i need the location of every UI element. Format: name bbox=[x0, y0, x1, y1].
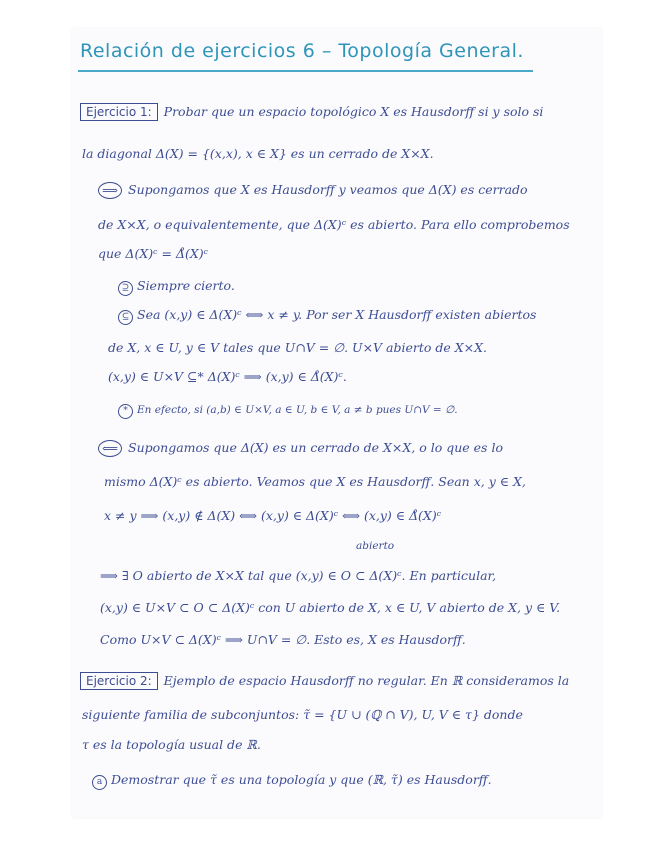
exercise-2-item-a-line bbox=[92, 772, 492, 790]
forward-text-1: Supongamos que X es Hausdorff y veamos que Δ(X) es cerrado bbox=[128, 182, 528, 197]
forward-line-1 bbox=[98, 182, 528, 199]
forward-implication-icon: ⟹ bbox=[98, 182, 122, 199]
exercise-2-statement-2: siguiente familia de subconjuntos: τ̃ = {U ∪ (ℚ ∩ V), U, V ∈ τ} donde bbox=[82, 707, 523, 722]
subset-text-2: de X, x ∈ U, y ∈ V tales que U∩V = ∅. U×V abierto de X×X. bbox=[108, 340, 488, 355]
backward-text-3: x ≠ y ⟹ (x,y) ∉ Δ(X) ⟺ (x,y) ∈ Δ(X)ᶜ ⟺ (x,y) ∈ Δ̊(X)ᶜ bbox=[104, 508, 442, 523]
backward-note: abierto bbox=[356, 540, 395, 552]
exercise-2-statement-1: Ejemplo de espacio Hausdorff no regular. En ℝ consideramos la bbox=[163, 673, 570, 688]
backward-text-1: Supongamos que Δ(X) es un cerrado de X×X, o lo que es lo bbox=[128, 440, 503, 455]
footnote-line bbox=[118, 404, 458, 419]
item-a-mark: a bbox=[92, 775, 107, 790]
backward-implication-icon: ⟸ bbox=[98, 440, 122, 457]
subset-text-3: (x,y) ∈ U×V ⊆* Δ(X)ᶜ ⟹ (x,y) ∈ Δ̊(X)ᶜ. bbox=[108, 369, 347, 384]
subset-line-1 bbox=[118, 307, 536, 325]
subset-mark: ⊆ bbox=[118, 310, 133, 325]
forward-text-3: que Δ(X)ᶜ = Δ̊(X)ᶜ bbox=[98, 246, 209, 261]
title-underline bbox=[78, 70, 533, 72]
exercise-2-label: Ejercicio 2: bbox=[80, 672, 158, 690]
footnote-mark: * bbox=[118, 404, 133, 419]
exercise-2-statement-3: τ es la topología usual de ℝ. bbox=[82, 737, 261, 752]
superset-line bbox=[118, 278, 235, 296]
conclusion-2: (x,y) ∈ U×V ⊂ O ⊂ Δ(X)ᶜ con U abierto de X, x ∈ U, V abierto de X, y ∈ V. bbox=[100, 600, 561, 615]
footnote-text: En efecto, si (a,b) ∈ U×V, a ∈ U, b ∈ V, a ≠ b pues U∩V = ∅. bbox=[137, 404, 458, 416]
exercise-2-item-a: Demostrar que τ̃ es una topología y que (ℝ, τ̃) es Hausdorff. bbox=[111, 772, 492, 787]
conclusion-1: ⟹ ∃ O abierto de X×X tal que (x,y) ∈ O ⊂ Δ(X)ᶜ. En particular, bbox=[100, 568, 497, 583]
forward-text-2: de X×X, o equivalentemente, que Δ(X)ᶜ es abierto. Para ello comprobemos bbox=[98, 217, 570, 232]
subset-text-1: Sea (x,y) ∈ Δ(X)ᶜ ⟺ x ≠ y. Por ser X Hausdorff existen abiertos bbox=[137, 307, 537, 322]
exercise-2-statement-line bbox=[80, 672, 569, 690]
backward-text-2: mismo Δ(X)ᶜ es abierto. Veamos que X es Hausdorff. Sean x, y ∈ X, bbox=[104, 474, 526, 489]
exercise-1-label: Ejercicio 1: bbox=[80, 103, 158, 121]
page-title: Relación de ejercicios 6 – Topología General. bbox=[80, 40, 524, 62]
superset-mark: ⊇ bbox=[118, 281, 133, 296]
superset-text: Siempre cierto. bbox=[137, 278, 235, 293]
conclusion-3: Como U×V ⊂ Δ(X)ᶜ ⟹ U∩V = ∅. Esto es, X es Hausdorff. bbox=[100, 632, 466, 647]
backward-line-1 bbox=[98, 440, 503, 457]
exercise-1-statement-line bbox=[80, 103, 543, 121]
exercise-1-statement-1: Probar que un espacio topológico X es Hausdorff si y solo si bbox=[163, 104, 544, 119]
exercise-1-statement-2: la diagonal Δ(X) = {(x,x), x ∈ X} es un cerrado de X×X. bbox=[82, 146, 434, 161]
